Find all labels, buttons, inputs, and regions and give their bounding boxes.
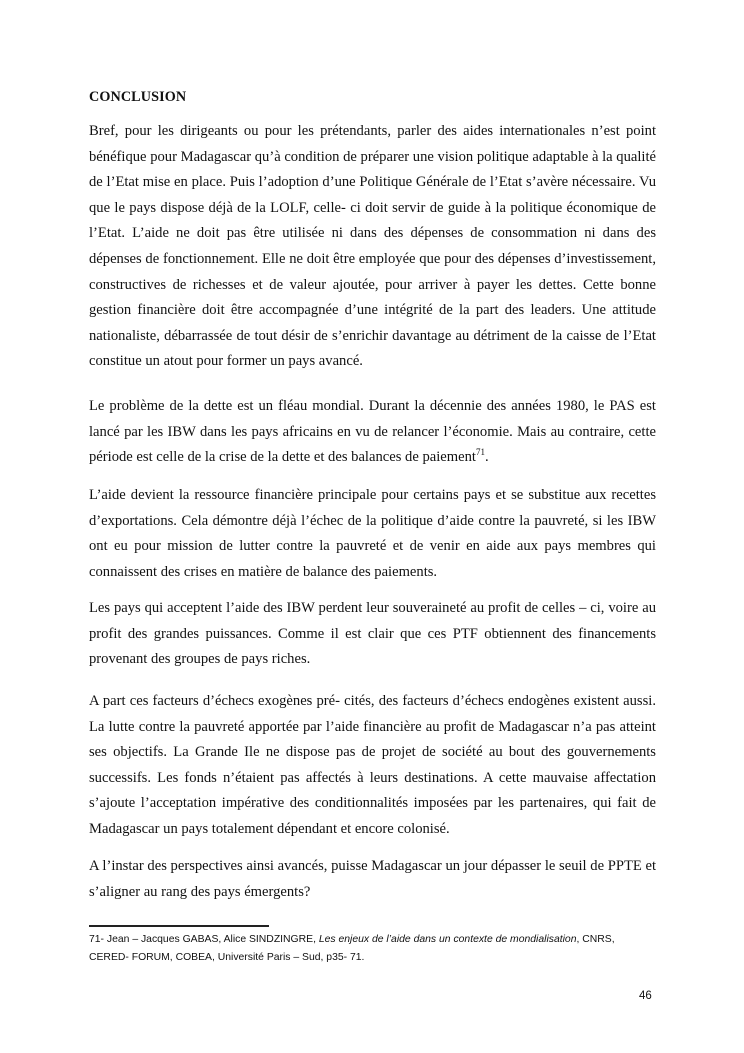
section-heading: CONCLUSION — [89, 89, 187, 105]
paragraph-5: A part ces facteurs d’échecs exogènes pré- cités, des facteurs d’échecs endogènes existent aussi. La lutte contre la pauvreté apportée par l’aide financière au profit de Madagascar n’a pas atteint ses objectifs. La Grande Ile ne dispose pas de projet de société au bout des gouvernements successifs. Les fonds n’étaient pas affectés à leurs destinations. A cette mauvaise affectation s’ajoute l’acceptation impérative des conditionnalités imposées par les partenaires, qui fait de Madagascar un pays totalement dépendant et encore colonisé. — [89, 693, 656, 837]
paragraph-6: A l’instar des perspectives ainsi avancés, puisse Madagascar un jour dépasser le seuil de PPTE et s’aligner au rang des pays émergents? — [89, 858, 656, 900]
page-number: 46 — [639, 990, 652, 1002]
footnote — [89, 931, 649, 966]
paragraph-2-end: . — [484, 449, 489, 466]
paragraph-2-text: Le problème de la dette est un fléau mondial. Durant la décennie des années 1980, le PAS est lancé par les IBW dans les pays africains en vu de relancer l’économie. Mais au contraire, cette période est celle de la crise de la dette et des balances de paiement — [89, 398, 656, 466]
footnote-prefix: 71- Jean – Jacques GABAS, Alice SINDZINGRE, — [89, 934, 319, 945]
paragraph-1: Bref, pour les dirigeants ou pour les prétendants, parler des aides internationales n’est point bénéfique pour Madagascar qu’à condition de préparer une vision politique adaptable à la qualité de l’Etat mise en place. Puis l’adoption d’une Politique Générale de l’Etat s’avère nécessaire. Vu que le pays dispose déjà de la LOLF, celle- ci doit servir de guide à la politique économique de l’Etat. L’aide ne doit pas être utilisée ni dans des dépenses de consommation ni dans des dépenses de fonctionnement. Elle ne doit être employée que pour des dépenses d’investissement, constructives de richesses et de valeur ajoutée, pour arriver à payer les dettes. Cette bonne gestion financière doit être accompagnée d’une intégrité de la part des leaders. Une attitude nationaliste, débarrassée de tout désir de s’enrichir davantage au détriment de la caisse de l’Etat constitue un atout pour former un pays avancé. — [89, 123, 656, 370]
paragraph-4: Les pays qui acceptent l’aide des IBW perdent leur souveraineté au profit de celles – ci, voire au profit des grandes puissances. Comme il est clair que ces PTF obtiennent des financements provenant des groupes de pays riches. — [89, 600, 656, 668]
paragraph-3: L’aide devient la ressource financière principale pour certains pays et se substitue aux recettes d’exportations. Cela démontre déjà l’échec de la politique d’aide contre la pauvreté, si les IBW ont eu pour mission de lutter contre la pauvreté et de venir en aide aux pays membres qui connaissent des crises en matière de balance des paiements. — [89, 487, 656, 580]
footnote-title: Les enjeux de l’aide dans un contexte de mondialisation — [318, 934, 577, 945]
footnote-separator — [89, 925, 269, 927]
paragraph-2 — [89, 394, 656, 471]
footnote-suffix: , CNRS, CERED- FORUM, COBEA, Université Paris – Sud, p35- 71. — [89, 934, 615, 963]
footnote-reference[interactable]: 71 — [475, 447, 485, 458]
